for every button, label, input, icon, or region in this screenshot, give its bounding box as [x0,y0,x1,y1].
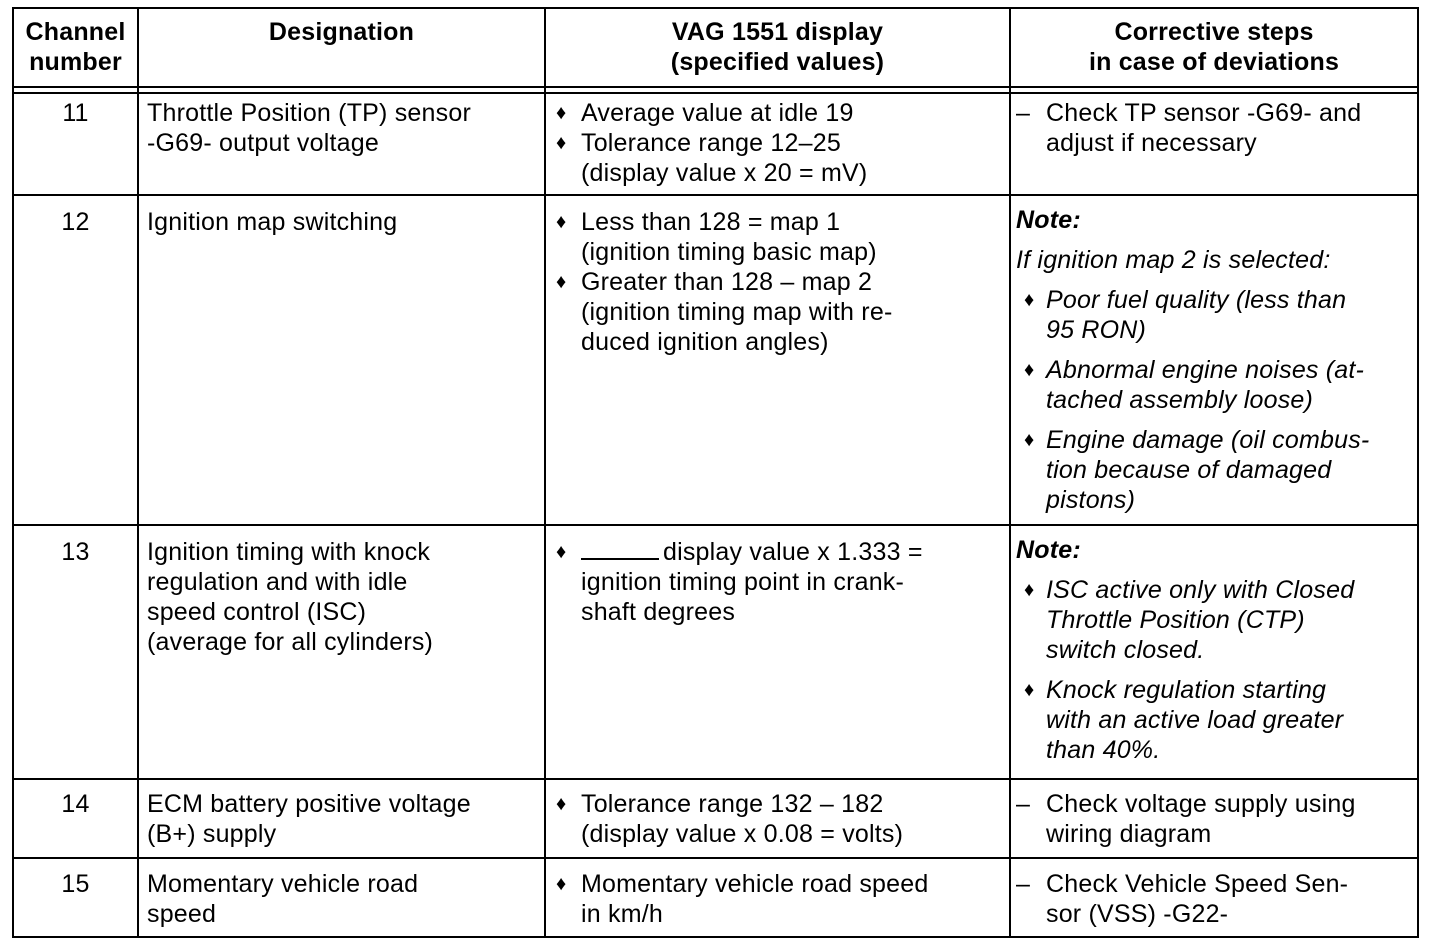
table-border-top [12,7,1419,9]
designation-cell [147,207,542,237]
designation-cell [147,98,542,158]
corrective-dash-item [1011,789,1415,849]
column-divider-1 [137,7,139,938]
display-line: (display value x 20 = mV) [581,159,868,187]
note-line: ♦ ISC active only with Closed [1046,576,1355,604]
display-bullet-item [548,98,1008,128]
note-line: ♦ Knock regulation starting [1046,676,1327,704]
header-corrective-line: Corrective steps [1114,18,1314,46]
corrective-cell [1011,869,1415,929]
designation-cell [147,869,542,929]
note-line: ♦ Abnormal engine noises (at- [1046,356,1365,384]
note-line: with an active load greater [1046,706,1344,734]
note-intro: If ignition map 2 is selected: [1016,246,1331,274]
display-cell [548,207,1008,357]
display-bullet-item [548,267,1008,357]
designation-line: Momentary vehicle road [147,870,419,898]
designation-line: (average for all cylinders) [147,628,434,656]
header-rule-1 [12,86,1419,88]
corrective-line: sor (VSS) -G22- [1046,900,1229,928]
designation-line: Ignition timing with knock [147,538,431,566]
header-rule-2 [12,92,1419,94]
display-cell [548,98,1008,188]
corrective-cell [1011,98,1415,158]
display-cell [548,869,1008,929]
designation-line: -G69- output voltage [147,129,379,157]
row-divider-14 [12,857,1419,859]
display-line: ♦ Momentary vehicle road speed [581,870,929,898]
note-line: ♦ Poor fuel quality (less than [1046,286,1347,314]
channel-number: 14 [61,790,90,818]
note-line: 95 RON) [1046,316,1147,344]
note-label: Note: [1016,206,1081,234]
display-line: duced ignition angles) [581,328,829,356]
designation-line: (B+) supply [147,820,277,848]
display-bullet-item [548,789,1008,849]
header-channel [14,17,137,77]
header-corrective [1011,17,1417,77]
designation-cell [147,789,542,849]
channel-number: 15 [61,870,90,898]
note-line: Throttle Position (CTP) [1046,606,1305,634]
corrective-line: – Check Vehicle Speed Sen- [1046,870,1349,898]
column-divider-2 [544,7,546,938]
corrective-line: – Check voltage supply using [1046,790,1356,818]
table-border-bottom [12,936,1419,938]
display-line: ignition timing point in crank- [581,568,905,596]
row-divider-12 [12,524,1419,526]
display-line: shaft degrees [581,598,736,626]
header-designation: Designation [268,18,415,46]
note-bullet-item [1016,285,1411,345]
note-label: Note: [1016,536,1081,564]
header-display [546,17,1009,77]
header-display-line: VAG 1551 display [671,18,884,46]
display-line: ♦ Greater than 128 – map 2 [581,268,873,296]
table-border-right [1417,7,1419,938]
note-bullet-item [1016,425,1411,515]
note-line: ♦ Engine damage (oil combus- [1046,426,1370,454]
channel-number: 12 [61,208,90,236]
row-divider-11 [12,194,1419,196]
channel-number: 11 [62,99,89,127]
display-line: ♦ Tolerance range 12–25 [581,129,841,157]
designation-cell [147,537,542,657]
note-line: pistons) [1046,486,1136,514]
display-line: (ignition timing basic map) [581,238,877,266]
row-divider-13 [12,778,1419,780]
display-bullet-item [548,207,1008,267]
display-cell [548,537,1008,627]
header-channel-line: Channel [25,18,126,46]
note-line: switch closed. [1046,636,1205,664]
corrective-line: wiring diagram [1046,820,1212,848]
corrective-cell [1016,205,1411,515]
display-line: (ignition timing map with re- [581,298,893,326]
display-line [581,537,1008,567]
corrective-dash-item [1011,98,1415,158]
designation-line: speed [147,900,217,928]
designation-line: ECM battery positive voltage [147,790,471,818]
display-bullet-item [548,537,1008,627]
header-corrective-line: in case of deviations [1088,48,1340,76]
display-line: ♦ Less than 128 = map 1 [581,208,841,236]
note-line: than 40%. [1046,736,1161,764]
note-bullet-item [1016,575,1411,665]
note-bullet-item [1016,355,1411,415]
fill-in-blank [581,538,659,560]
display-line: ♦ Average value at idle 19 [581,99,854,127]
channel-number: 13 [61,538,90,566]
designation-line: Throttle Position (TP) sensor [147,99,471,127]
corrective-dash-item [1011,869,1415,929]
designation-line: speed control (ISC) [147,598,367,626]
note-line: tached assembly loose) [1046,386,1314,414]
corrective-line: adjust if necessary [1046,129,1257,157]
display-line-text: display value x 1.333 = [663,538,923,566]
corrective-line: – Check TP sensor -G69- and [1046,99,1362,127]
display-line: ♦ Tolerance range 132 – 182 [581,790,884,818]
corrective-cell [1016,535,1411,765]
display-line: (display value x 0.08 = volts) [581,820,904,848]
display-bullet-item [548,869,1008,929]
corrective-cell [1011,789,1415,849]
designation-line: Ignition map switching [147,208,398,236]
display-cell [548,789,1008,849]
designation-line: regulation and with idle [147,568,408,596]
note-line: tion because of damaged [1046,456,1332,484]
display-line: in km/h [581,900,663,928]
display-bullet-item [548,128,1008,188]
header-channel-line: number [29,48,122,76]
header-display-line: (specified values) [670,48,885,76]
note-bullet-item [1016,675,1411,765]
